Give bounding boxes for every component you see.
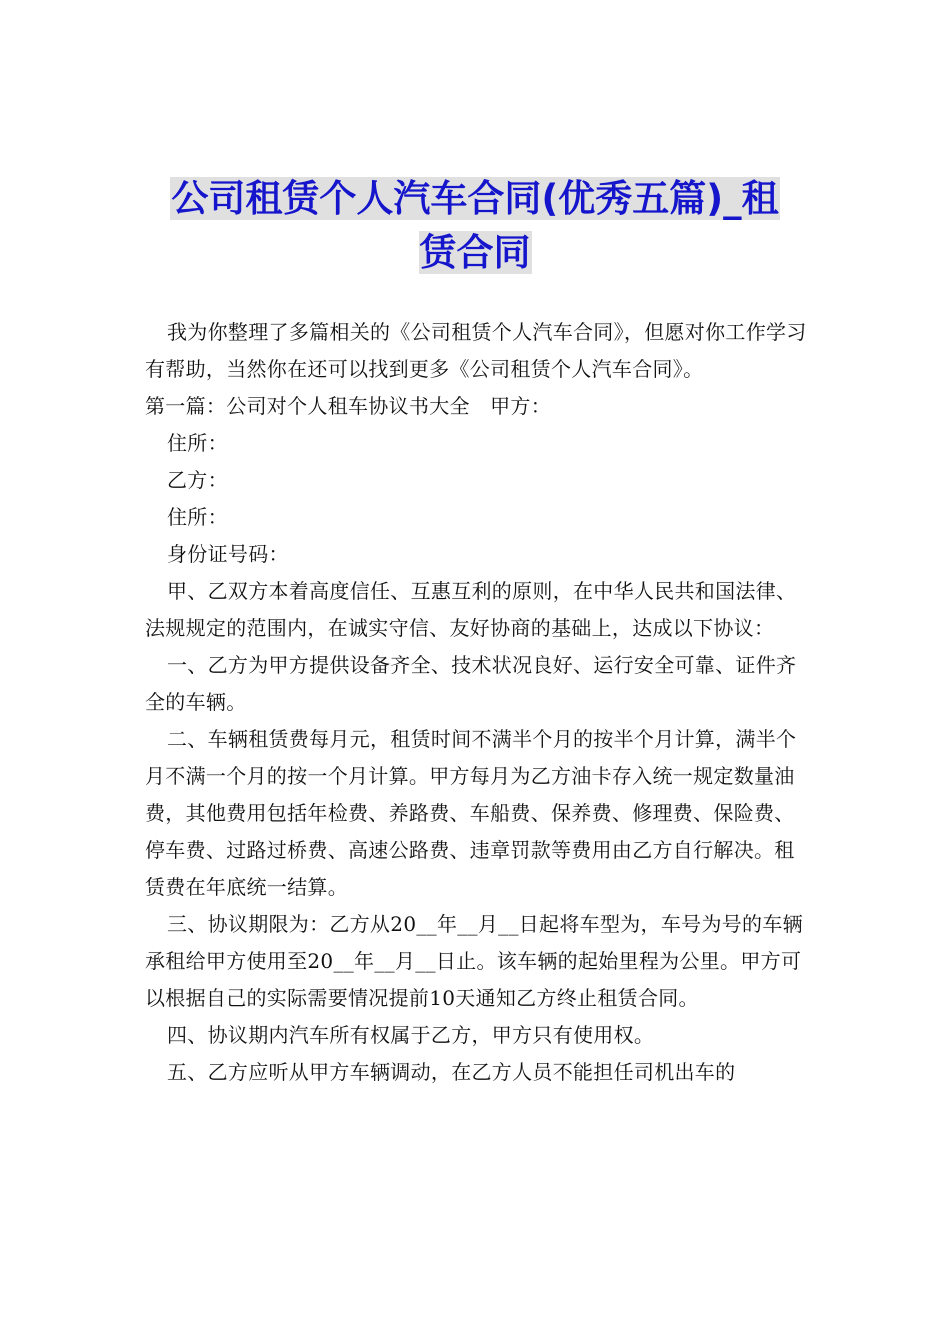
party-b-label: 乙方： (167, 468, 228, 492)
title-line-1: 公司租赁个人汽车合同(优秀五篇)_租 (171, 177, 779, 220)
clause-2: 二、车辆租赁费每月元，租赁时间不满半个月的按半个月计算，满半个月不满一个月的按一个月计算。甲方每月为乙方油卡存入统一规定数量油费，其他费用包括年检费、养路费、车船费、保养费、修理费、保险费、停车费、过路过桥费、高速公路费、违章罚款等费用由乙方自行解决。租赁费在年底统一结算。 (145, 727, 797, 899)
party-a-address: 住所： (167, 431, 228, 455)
id-number-field: 身份证号码： (167, 542, 289, 566)
document-title (130, 172, 820, 280)
clause-4: 四、协议期内汽车所有权属于乙方，甲方只有使用权。 (167, 1023, 655, 1047)
title-line-2: 赁合同 (419, 231, 531, 274)
clause-3: 三、协议期限为：乙方从20__年__月__日起将车型为，车号为号的车辆承租给甲方使用至20__年__月__日止。该车辆的起始里程为公里。甲方可以根据自己的实际需要情况提前10天通知乙方终止租赁合同。 (145, 912, 803, 1010)
party-b-address: 住所： (167, 505, 228, 529)
document-body (145, 314, 810, 1091)
clause-5: 五、乙方应听从甲方车辆调动，在乙方人员不能担任司机出车的 (167, 1060, 736, 1084)
section-heading: 第一篇：公司对个人租车协议书大全 甲方： (145, 394, 551, 418)
clause-1: 一、乙方为甲方提供设备齐全、技术状况良好、运行安全可靠、证件齐全的车辆。 (145, 653, 797, 714)
agreement-preamble: 甲、乙双方本着高度信任、互惠互利的原则，在中华人民共和国法律、法规规定的范围内，在诚实守信、友好协商的基础上，达成以下协议： (145, 579, 797, 640)
intro-paragraph: 我为你整理了多篇相关的《公司租赁个人汽车合同》，但愿对你工作学习有帮助，当然你在还可以找到更多《公司租赁个人汽车合同》。 (145, 320, 807, 381)
